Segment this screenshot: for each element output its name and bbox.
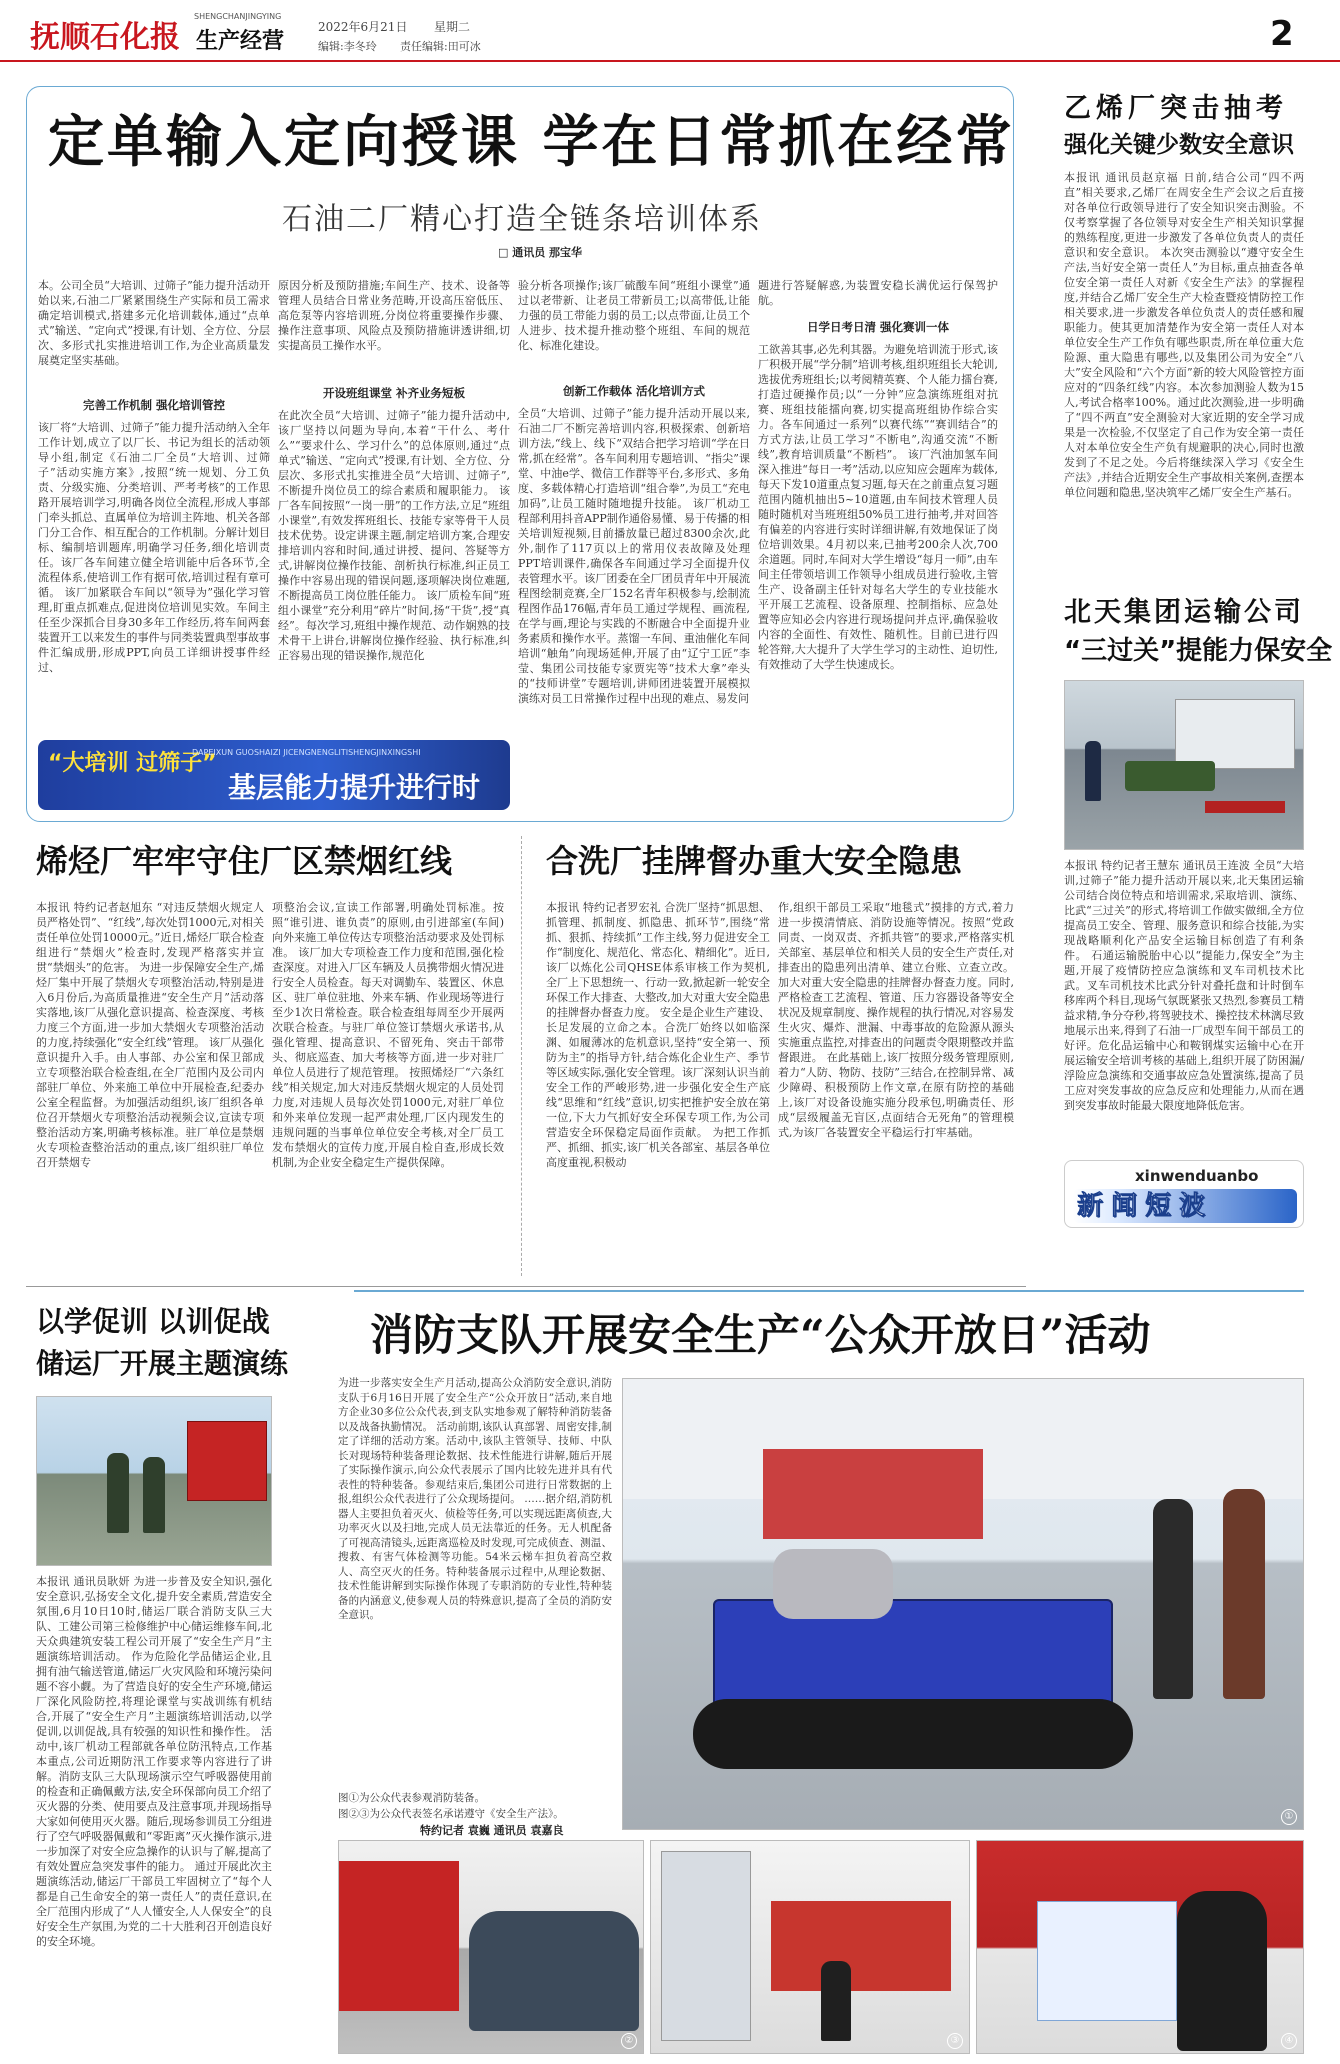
section-name: 生产经营 (196, 29, 285, 54)
photo-number: ④ (1281, 2033, 1297, 2049)
banner-pinyin: DAPEIXUN GUOSHAIZI JICENGNENGLITISHENGJINXINGSHI (192, 748, 421, 757)
robot-track (693, 1699, 1133, 1769)
xiting-title: 烯烃厂牢牢守住厂区禁烟红线 (36, 842, 453, 880)
photo-number: ③ (947, 2033, 963, 2049)
truck-shape (763, 1449, 983, 1539)
page-number: 2 (1270, 14, 1294, 54)
chuyun-photo (36, 1396, 272, 1566)
lead-title: 定单输入定向授课 学在日常抓在经常 (48, 110, 1015, 175)
firefighter-figure (143, 1457, 165, 1533)
ladder-shape (661, 1851, 751, 2041)
fire-photo-2 (338, 1840, 644, 2054)
xiting-col1: 本报讯 特约记者赵旭东 “对违反禁烟火规定人员严格处罚”、“红线”,每次处罚1000元,对相关责任单位处罚10000元。”近日,烯烃厂联合检查组进行“禁烟火”检查时,发现严格落实并宣贯“禁烟头”的危害。 为进一步保障安全生产,烯烃厂集中开展了禁烟火专项整治活动,特别是进入6月份后,为高质量推进“安全生产月”活动落实落地,该厂从强化意识提高、检查深度、考核力度三个方面,进一步加大禁烟火专项整治活动的力度,持续强化“安全红线”管理。 该厂从强化意识提升入手。由人事部、办公室和保卫部成立专项整治联合检查组,在全厂范围内及公司内部驻厂单位、外来施工单位中开展检查,纪委办公室全程监督。为加强活动组织,该厂组织各单位召开禁烟火专项整治活动视频会议,宣读专项整治活动方案,明确考核标准。驻厂单位是禁烟火专项检查整治活动的重点,该厂组织驻厂单位召开禁烟专 (36, 901, 264, 1169)
robot-nozzle (773, 1549, 893, 1619)
chuyun-text: 本报讯 通讯员耿妍 为进一步普及安全知识,强化安全意识,弘扬安全文化,提升安全素质,营造安全氛围,6月10日10时,储运厂联合消防支队三大队、工建公司第三检修维护中心储运维修车间,北天众典建筑安装工程公司开展了“安全生产月”主题演练培训活动。 作为危险化学品储运企业,且拥有油气输送管道,储运厂火灾风险和环境污染问题不容小觑。为了营造良好的安全生产环境,储运厂深化风险防控,将理论课堂与实战训练有机结合,开展了“安全生产月”主题演练培训活动,以学促训,以训促战,具有较强的知识性和操作性。 活动中,该厂机动工程部就各单位防汛特点,工作基本重点,公司近期防汛工作要求等内容进行了讲解。消防支队三大队现场演示空气呼吸器使用前的检查和正确佩戴方法,安全环保部向员工介绍了灭火器的分类、使用要点及注意事项,并现场指导大家如何使用灭火器。随后,现场参训员工分组进行了空气呼吸器佩戴和“零距离”灭火操作演示,进一步加深了对安全应急操作的认识与了解,提高了有效处置应急突发事件的能力。 通过开展此次主题演练活动,储运厂干部员工牢固树立了“每个人都是自己生命安全的第一责任人”的责任意识,在全厂范围内形成了“人人懂安全,人人保安全”的良好安全生产氛围,为党的二十大胜利召开创造良好的安全环境。 (36, 1575, 272, 1948)
person-figure (1223, 1489, 1265, 1699)
lead-subhead-3: 创新工作载体 活化培训方式 (562, 384, 705, 398)
platform-shape (771, 1901, 951, 1991)
lead-subhead-2: 开设班组课堂 补齐业务短板 (322, 386, 465, 400)
banner-title: 基层能力提升进行时 (228, 771, 481, 804)
lead-col4-body: 工欲善其事,必先利其器。为避免培训流于形式,该厂积极开展“学分制”培训考核,组织班组长大轮训,选拔优秀班组长;以考阅精英赛、个人能力擂台赛,打造过硬操作员;以“一分钟”应急演练班组对抗赛、班组技能擂向赛,切实提高班组协作综合实力。各车间通过一系列“以赛代练”“赛训结合”的方式方法,让员工学习“不断电”,沟通交流“不断线”,教育培训质量“不断档”。 该厂汽油加氢车间深入推进“每日一考”活动,以应知应会题库为载体,每天下发10道重点复习题,每天在之前重点复习题范围内随机抽出5~10道题,由车间技术管理人员随时随机对当班班组50%员工进行抽考,并对回答有偏差的内容进行实时详细讲解,有效地保证了岗位培训效果。4月初以来,已抽考200余人次,700余道题。同时,车间对大学生增设“每月一师”,由车间主任带领培训工作领导小组成员进行验收,主管生产、设备副主任针对每名大学生的专业技能水平开展工艺流程、设备原理、控制指标、应急处置等应知必会内容进行现场提问并点评,确保验收内容的全面性、有效性、随机性。目前已进行四轮答辩,大大提升了大学生学习的主动性、迫切性,有效推动了大学生快速成长。 (758, 343, 998, 671)
fire-photo-4 (976, 1840, 1304, 2054)
lead-subhead-1: 完善工作机制 强化培训管控 (82, 398, 225, 412)
photo-number: ② (621, 2033, 637, 2049)
north-photo (1064, 680, 1304, 850)
person-figure (821, 1961, 851, 2041)
ethylene-title: 乙烯厂突击抽考 (1064, 93, 1288, 124)
fire-caption-1: 图①为公众代表参观消防装备。 (338, 1792, 485, 1804)
issue-weekday: 星期二 (434, 20, 471, 34)
fire-photo-1 (622, 1378, 1304, 1830)
news-brief-label: 新闻短波 (1073, 1189, 1297, 1223)
stretcher-shape (1205, 801, 1285, 813)
fire-title: 消防支队开展安全生产“公众开放日”活动 (370, 1311, 1151, 1361)
section-divider (26, 1286, 1026, 1287)
photo-number: ① (1281, 1809, 1297, 1825)
firefighter-figure (107, 1453, 129, 1533)
editor-name: 编辑:李冬玲 (318, 40, 377, 53)
person-figure (1177, 1891, 1267, 2051)
fire-truck-shape (187, 1421, 267, 1501)
person-figure (1125, 761, 1215, 791)
lead-col1-intro: 本。公司全员“大培训、过筛子”能力提升活动开始以来,石油二厂紧紧围绕生产实际和员工需求确定培训模式,搭建多元化培训载体,通过“点单式”输送、“定向式”授课,有计划、全方位、分层次、多形式扎实推进培训工作,为企业高质量发展奠定坚实基础。 (38, 279, 270, 367)
masthead (0, 0, 1340, 62)
lead-col1-body: 该厂将“大培训、过筛子”能力提升活动纳入全年工作计划,成立了以厂长、书记为组长的活动领导小组,制定《石油二厂全员“大培训、过筛子”活动实施方案》,按照“统一规划、分工负责、分级实施、分类培训、严考考核”的工作思路开展培训学习,明确各岗位全流程,形成人事部门牵头抓总、直属单位为培训主阵地、机关各部门分工合作、相互配合的工作机制。分解计划目标、编制培训题库,明确学习任务,细化培训责任。该厂各车间建立健全培训能中后各环节,全流程体系,使培训工作有据可依,培训过程有章可循。 该厂加紧联合车间以“领导为”强化学习管理,盯重点抓难点,促进岗位培训见实效。车间主任至少深抓合目身30多年工作经历,将车间两套装置开工以来发生的事件与同类装置典型事故事件汇编成册,形成PPT,向员工详细讲授事件经过、 (38, 421, 270, 674)
north-text: 本报讯 特约记者王慧东 通讯员王连波 全员“大培训,过筛子”能力提升活动开展以来,北天集团运输公司结合岗位特点和培训需求,采取培训、演练、比武“三过关”的形式,将培训工作做实做细,全方位提高员工安全、管理、服务意识和综合技能,为实现战略顺利化产品安全运输目标创造了有利条件。 石通运输脱胎中心以“提能力,保安全”为主题,开展了疫情防控应急演练和叉车司机技术比武。叉车司机技术比武分针对叠托盘和计时倒车移库两个科目,现场气氛既紧张又热烈,参赛员工精益求精,争分夺秒,将驾驶技术、操控技术林漓尽致地展示出来,得到了石油一厂成型车间干部员工的好评。危化品运输中心和鞍钢煤实运输中心在开展运输安全培训考核的基础上,组织开展了防困漏/浮险应急演练和交通事故应急处置演练,提高了员工应对突发事故的应急反应和处理能力,从而在遇到突发事故时能最大限度地降低危害。 (1064, 859, 1304, 1112)
fire-caption-2: 图②③为公众代表签名承诺遵守《安全生产法》。 (338, 1808, 564, 1820)
hexi-col2: 作,组织干部员工采取“地毯式”摸排的方式,着力进一步摸清情底、消防设施等情况。按照“党政同责、一岗双责、齐抓共管”的要求,严格落实机关部室、基层单位和相关人员的安全生产责任,对排查出的隐患列出清单、建立台账、立查立改。加大对重大安全隐患的挂牌督办督查力度。同时,严格检查工艺流程、管道、压力容器设备等安全状况及规章制度、操作规程的执行情况,对容易发生火灾、爆炸、泄漏、中毒事故的危险源从源头实施重点监控,对排查出的问题责令限期整改并监督跟进。 在此基础上,该厂按照分级务管理原则,着力“人防、物防、技防”三结合,在控制异常、减少障碍、积极预防上作文章,在原有防控的基础上,该厂对设备设施实施分段承包,明确责任、形成“层级履盖无盲区,点面结合无死角”的管理模式,为该厂各装置安全平稳运行打牢基础。 (778, 901, 1014, 1139)
xiting-col2: 项整治会议,宣读工作部署,明确处罚标准。按照“谁引进、谁负责”的原则,由引进部室(车间)向外来施工单位传达专项整治活动要求及处罚标准。 该厂加大专项检查工作力度和范围,强化检查深度。对进入厂区车辆及人员携带烟火情况进行安全人员检查。每天对调勤车、装置区、休息区、驻厂单位驻地、外来车辆、作业现场等进行至少1次日常检查。联合检查组每周至少开展两次联合检查。与驻厂单位签订禁烟火承诺书,从强化管理、提高意识、不留死角、突击干部带头、彻底巡查、加大考核等方面,进一步对驻厂单位人员进行了规范管理。 按照烯烃厂“六条红线”相关规定,加大对违反禁烟火规定的人员处罚力度,对违规人员每次处罚1000元,对驻厂单位和外来单位发现一起严肃处理,厂区内现发生的违规问题的当事单位单位安全考核,对全厂员工发布禁烟火的宣传力度,开展自检自查,形成长效机制,为企业安全稳定生产提供保障。 (272, 901, 504, 1169)
fire-truck-shape (339, 1861, 459, 2011)
hexi-col1: 本报讯 特约记者罗宏礼 合洗厂坚持“抓思想、抓管理、抓制度、抓隐患、抓环节”,围绕“常抓、狠抓、持续抓”工作主线,努力促进安全工作“制度化、规范化、常态化、精细化”。近日,该厂以炼化公司QHSE体系审核工作为契机,全厂上下思想统一、行动一致,掀起新一轮安全环保工作大排查、大整改,加大对重大安全隐患的挂牌督办督查力度。 安全是企业生产建设、长足发展的立命之本。合洗厂始终以如临深渊、如履薄冰的危机意识,坚持“安全第一、预防为主”的指导方针,结合炼化企业生产、季节等区域实际,强化安全管理。该厂深刻认识当前安全工作的严峻形势,进一步强化安全生产底线“思维和“红线”意识,切实把推护安全放在第一位,下大力气抓好安全环保专项工作,为公司营造安全环保稳定局面作贡献。 为把工作抓严、抓细、抓实,该厂机关各部室、基层各单位高度重视,积极动 (546, 901, 770, 1169)
chuyun-title: 以学促训 以训促战 (36, 1305, 270, 1338)
fire-article-frame (354, 1290, 1304, 1292)
lead-col2-body: 在此次全员“大培训、过筛子”能力提升活动中,该厂坚持以问题为导向,本着“干什么、考什么”“要求什么、学习什么”的总体原则,通过“点单式”输送、“定向式”授课,有计划、全方位、分层次、多形式扎实推进全员“大培训、过筛子”,不断提升岗位员工的综合素质和履职能力。 该厂各车间按照“一岗一册”的工作方法,立足“班组小课堂”,有效发挥班组长、技能专家等骨干人员技术优势。设定讲课主题,制定培训方案,合理安排培训内容和时间,通过讲授、提问、答疑等方式,讲解岗位操作技能、剖析执行标准,纠正员工操作中容易出现的错误问题,逐项解决岗位难题,不断提高员工岗位胜任能力。 该厂质检车间“班组小课堂”充分利用“碎片”时间,扬“干货”,授“真经”。每次学习,班组中操作规范、动作娴熟的技术骨干上讲台,讲解岗位操作经验、执行标准,纠正容易出现的错误操作,规范化 (278, 409, 510, 662)
issue-date: 2022年6月21日 (318, 20, 408, 34)
newspaper-logo: 抚顺石化报 (30, 20, 180, 55)
person-figure (1153, 1499, 1193, 1699)
fire-credit: 特约记者 袁巍 通讯员 袁嘉良 (420, 1824, 564, 1837)
chuyun-subtitle: 储运厂开展主题演练 (36, 1347, 289, 1380)
ethylene-text: 本报讯 通讯员赵京福 日前,结合公司“四不两直”相关要求,乙烯厂在周安全生产会议之后直接对各单位行政领导进行了安全知识突击测验。不仅考察掌握了各位领导对安全生产相关知识掌握的熟练程度,更进一步激发了各单位负责人的责任意识和安全意识。 本次突击测验以“遵守安全生产法,当好安全第一责任人”为目标,重点抽查各单位安全第一责任人对新《安全生产法》的掌握程度,并结合乙烯厂安全生产大检查暨疫情防控工作相关要求,进一步激发各单位负责人的责任感和履职能力。使其更加清楚作为安全第一责任人对本单位安全生产工作负有哪些职责,所在单位重大危险源、重大隐患有哪些,以及集团公司为安全“八大”安全风险和“六个方面”新的较大风险管控方面应对的“四条红线”内容。本次参加测验人数为15人,考试合格率100%。通过此次测验,进一步明确了“四不两直”安全测验对大家近期的安全学习成果是一次检验,不仅坚定了自己作为安全第一责任人对本单位安全生产负有规避职的决心,同时也激发到了不足之处。今后将继续深入学习《安全生产法》,并结合近期安全生产事故相关案例,查摆本单位问题和隐患,坚决筑牢乙烯厂安全生产基石。 (1064, 171, 1304, 499)
signboard-shape (1037, 1901, 1177, 2021)
fire-photo-3 (650, 1840, 970, 2054)
lead-col2-intro: 原因分析及预防措施;车间生产、技术、设备等管理人员结合日常业务范畴,开设高压窑低压、高危泵等内容培训班,分岗位将重要操作步骤、操作注意事项、风险点及预防措施讲透讲细,切实提高员工操作水平。 (278, 279, 510, 352)
news-brief-badge (1064, 1160, 1304, 1228)
person-figure (1085, 741, 1101, 801)
proof-editor: 责任编辑:田可冰 (400, 40, 481, 53)
lead-subtitle: 石油二厂精心打造全链条培训体系 (282, 202, 762, 237)
lead-subhead-4: 日学日考日清 强化赛训一体 (806, 320, 949, 334)
lead-col3-body: 全员“大培训、过筛子”能力提升活动开展以来,石油二厂不断完善培训内容,积极探索、创新培训方法,“线上、线下”双结合把学习培训“学在日常,抓在经常”。各车间利用专题培训、“指尖”课堂、中油e学、微信工作群等平台,多形式、多角度、多载体精心打造培训“组合拳”,为员工“充电加码”,让员工随时随地提升技能。 该厂机动工程部利用抖音APP制作通俗易懂、易于传播的相关培训短视频,目前播放量已超过8300余次,此外,制作了117页以上的常用仪表故障及处理PPT培训课件,确保各车间通过学习全面提升仪表管理水平。该厂团委在全厂团员青年中开展流程图绘制竞赛,全厂152名青年积极参与,绘制流程图作品176幅,青年员工通过学规程、画流程,在学与画,理论与实践的不断融合中全面提升业务素质和操作水平。蒸馏一车间、重油催化车间培训“触角”向现场延伸,开展了由“辽宁工匠”李莹、集团公司技能专家贾宪等“技术大拿”牵头的“技师讲堂”专题培训,讲师团进装置开展模拟演练对员工日常操作过程中出现的难点、易发问 (518, 407, 750, 705)
crowd-shape (469, 1911, 639, 2031)
news-brief-pinyin: xinwenduanbo (1135, 1167, 1259, 1185)
hexi-title: 合洗厂挂牌督办重大安全隐患 (546, 842, 963, 880)
lead-banner (38, 740, 510, 810)
truck-shape (1175, 699, 1295, 769)
banner-quote: “大培训 过筛子” (48, 751, 217, 776)
lead-byline: □ 通讯员 那宝华 (498, 246, 583, 259)
north-subtitle: “三过关”提能力保安全 (1064, 636, 1333, 666)
lead-col3-intro: 验分析各项操作;该厂硫酸车间“班组小课堂”通过以老带新、让老员工带新员工;以高带低,让能力强的员工带能力弱的员工;以点带面,让员工个人进步、技术提升推动整个班组、车间的规范化、标准化建设。 (518, 279, 750, 352)
lead-col4-intro: 题进行答疑解惑,为装置安稳长满优运行保驾护航。 (758, 279, 998, 307)
fire-text: 为进一步落实安全生产月活动,提高公众消防安全意识,消防支队于6月16日开展了安全生产“公众开放日”活动,来自地方企业30多位公众代表,到支队实地参观了解特种消防装备以及战备执勤情况。 活动前期,该队认真部署、周密安排,制定了详细的活动方案。活动中,该队主管领导、技师、中队长对现场特种装备理论数据、技术性能进行讲解,随后开展了实际操作演示,向公众代表展示了国内比较先进并具有代表性的特种装备。参观结束后,集团公司进行日常数据的上报,组织公众代表进行了公众现场提问。 ……据介绍,消防机器人主要担负着灭火、侦检等任务,可以实现远距离侦查,大功率灭火以及扫地,完成人员无法靠近的任务。无人机配备了可视高清镜头,远距离巡检及时发现,可完成侦查、测温、搜救、有害气体检测等功能。54米云梯车担负着高空救人、高空灭火的任务。特种装备展示过程中,从理论数据、技术性能讲解到实际操作体现了专职消防的专业性,特种装备的内涵意义,使参观人员的特殊意识,提高了全员的消防安全意识。 (338, 1377, 612, 1621)
column-divider (521, 836, 522, 1276)
ethylene-subtitle: 强化关键少数安全意识 (1064, 132, 1294, 158)
section-pinyin: SHENGCHANJINGYING (194, 12, 282, 21)
north-title: 北天集团运输公司 (1064, 597, 1304, 628)
